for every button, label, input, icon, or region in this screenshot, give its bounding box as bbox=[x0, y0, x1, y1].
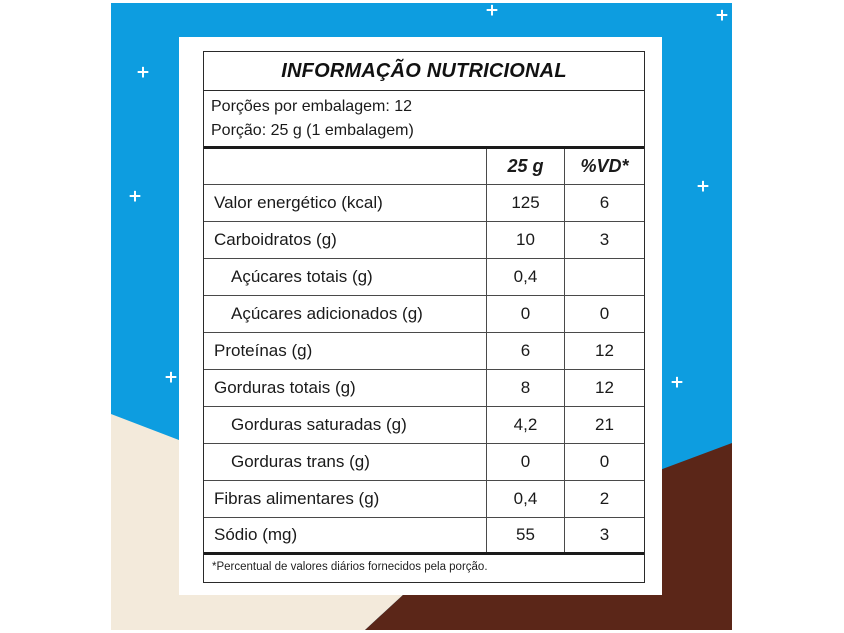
table-row bbox=[204, 370, 644, 407]
nutrient-name: Gorduras totais (g) bbox=[204, 370, 487, 406]
nutrient-name: Gorduras saturadas (g) bbox=[204, 407, 487, 443]
column-header-amount: 25 g bbox=[487, 149, 565, 184]
nutrient-rows bbox=[204, 185, 644, 555]
servings-per-package: Porções por embalagem: 12 bbox=[211, 98, 412, 115]
nutrition-table bbox=[203, 51, 645, 583]
nutrient-daily-value bbox=[565, 259, 644, 295]
serving-size: Porção: 25 g (1 embalagem) bbox=[211, 122, 414, 139]
table-row bbox=[204, 333, 644, 370]
nutrient-daily-value: 0 bbox=[599, 304, 610, 323]
table-row bbox=[204, 407, 644, 444]
nutrient-name: Carboidratos (g) bbox=[204, 222, 487, 258]
nutrient-amount: 10 bbox=[487, 222, 565, 258]
nutrient-amount: 0 bbox=[487, 444, 565, 480]
nutrient-amount: 125 bbox=[487, 185, 565, 221]
table-row bbox=[204, 259, 644, 296]
column-header-nutrient bbox=[204, 149, 487, 184]
nutrient-amount: 55 bbox=[487, 518, 565, 552]
sparkle-icon: + bbox=[135, 62, 151, 83]
nutrient-daily-value: 3 bbox=[599, 230, 610, 249]
nutrient-daily-value: 3 bbox=[599, 525, 610, 544]
sparkle-icon: + bbox=[669, 372, 685, 393]
nutrient-name: Proteínas (g) bbox=[204, 333, 487, 369]
sparkle-icon: + bbox=[484, 0, 500, 21]
nutrient-name: Valor energético (kcal) bbox=[204, 185, 487, 221]
nutrient-amount: 4,2 bbox=[487, 407, 565, 443]
table-row bbox=[204, 481, 644, 518]
nutrient-name: Gorduras trans (g) bbox=[204, 444, 487, 480]
sparkle-icon: + bbox=[695, 176, 711, 197]
nutrient-daily-value: 12 bbox=[595, 378, 614, 397]
nutrient-name: Sódio (mg) bbox=[204, 518, 487, 552]
nutrient-amount: 0,4 bbox=[487, 481, 565, 517]
table-row bbox=[204, 518, 644, 555]
nutrient-daily-value: 0 bbox=[599, 452, 610, 471]
footnote: *Percentual de valores diários fornecidos pela porção. bbox=[212, 561, 488, 573]
column-header-row bbox=[204, 149, 644, 185]
table-row bbox=[204, 444, 644, 481]
nutrient-amount: 0,4 bbox=[487, 259, 565, 295]
nutrient-name: Fibras alimentares (g) bbox=[204, 481, 487, 517]
serving-info bbox=[204, 91, 644, 146]
nutrient-name: Açúcares adicionados (g) bbox=[204, 296, 487, 332]
nutrient-amount: 6 bbox=[487, 333, 565, 369]
nutrient-daily-value: 2 bbox=[599, 489, 610, 508]
sparkle-icon: + bbox=[163, 367, 179, 388]
column-header-dv: %VD* bbox=[580, 156, 629, 176]
table-title: INFORMAÇÃO NUTRICIONAL bbox=[204, 52, 644, 91]
sparkle-icon: + bbox=[714, 5, 730, 26]
nutrient-daily-value: 12 bbox=[595, 341, 614, 360]
nutrient-name: Açúcares totais (g) bbox=[204, 259, 487, 295]
nutrient-amount: 8 bbox=[487, 370, 565, 406]
sparkle-icon: + bbox=[127, 186, 143, 207]
table-row bbox=[204, 185, 644, 222]
nutrient-amount: 0 bbox=[487, 296, 565, 332]
table-row bbox=[204, 296, 644, 333]
table-row bbox=[204, 222, 644, 259]
nutrient-daily-value: 21 bbox=[595, 415, 614, 434]
nutrient-daily-value: 6 bbox=[599, 193, 610, 212]
